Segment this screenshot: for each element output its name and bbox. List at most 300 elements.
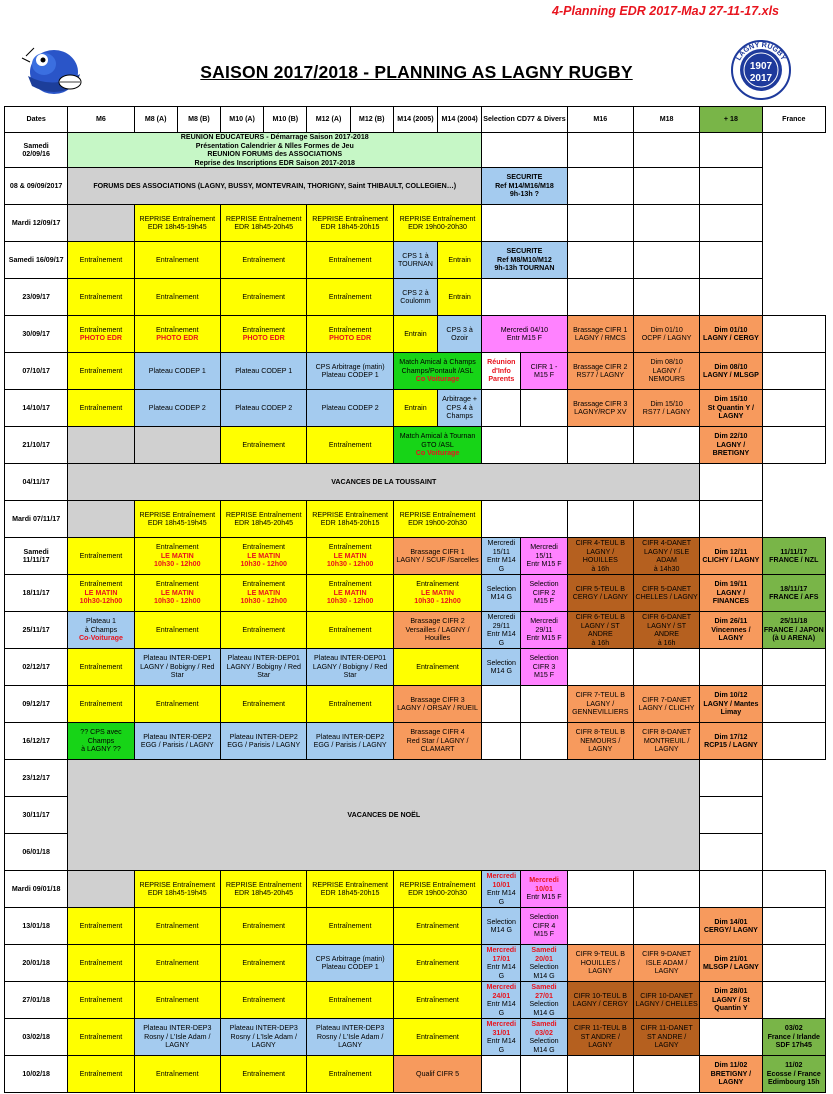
planning-cell: Entraînement PHOTO EDR — [134, 316, 220, 353]
date-cell: 27/01/18 — [5, 982, 68, 1019]
planning-cell — [700, 205, 762, 242]
file-name: 4-Planning EDR 2017-MaJ 27-11-17.xls — [552, 4, 779, 18]
planning-cell: Entraînement — [68, 538, 134, 575]
planning-cell: 03/02 France / Irlande SDF 17h45 — [762, 1019, 825, 1056]
table-row — [5, 908, 826, 945]
planning-cell: CIFR 6-DANET LAGNY / ST ANDRE à 16h — [633, 612, 699, 649]
planning-cell — [567, 501, 633, 538]
planning-cell — [567, 242, 633, 279]
planning-cell: CIFR 7-TEUL B LAGNY / GENNEVILLIERS — [567, 686, 633, 723]
table-row — [5, 612, 826, 649]
planning-cell — [762, 945, 825, 982]
table-row — [5, 427, 826, 464]
planning-cell: Entraînement — [68, 242, 134, 279]
table-row — [5, 242, 826, 279]
planning-cell: Dim 10/12 LAGNY / Mantes Limay — [700, 686, 762, 723]
planning-table — [4, 106, 826, 1093]
date-cell: 08 & 09/09/2017 — [5, 168, 68, 205]
planning-cell — [521, 1056, 567, 1093]
svg-text:2017: 2017 — [749, 73, 773, 84]
planning-cell: Match Amical à Tournan GTO /ASL Co Voiturage — [393, 427, 481, 464]
planning-cell: REPRISE Entraînement EDR 18h45-20h15 — [307, 501, 393, 538]
planning-cell: Dim 12/11 CLICHY / LAGNY — [700, 538, 762, 575]
table-row — [5, 279, 826, 316]
planning-cell: Selection M14 G — [482, 908, 521, 945]
planning-cell — [68, 871, 134, 908]
planning-cell — [482, 427, 567, 464]
planning-cell: REPRISE Entraînement EDR 18h45-19h45 — [134, 205, 220, 242]
planning-cell: Brassage CIFR 2 RS77 / LAGNY — [567, 353, 633, 390]
planning-cell: Entraînement — [221, 945, 307, 982]
planning-cell: REPRISE Entraînement EDR 19h00-20h30 — [393, 205, 481, 242]
planning-cell — [68, 205, 134, 242]
planning-cell: 18/11/17 FRANCE / AFS — [762, 575, 825, 612]
planning-cell: Plateau CODEP 2 — [221, 390, 307, 427]
planning-cell: 11/02 Ecosse / France Edimbourg 15h — [762, 1056, 825, 1093]
planning-cell: Entraînement — [307, 427, 393, 464]
planning-cell: CIFR 9-DANET ISLE ADAM / LAGNY — [633, 945, 699, 982]
planning-cell — [633, 649, 699, 686]
date-cell: 30/11/17 — [5, 797, 68, 834]
planning-cell: Entraînement — [307, 1056, 393, 1093]
planning-cell: FORUMS DES ASSOCIATIONS (LAGNY, BUSSY, MONTEVRAIN, THORIGNY, Saint THIBAULT, COLLEGIEN…) — [68, 168, 482, 205]
planning-cell — [521, 686, 567, 723]
planning-cell: CIFR 1 - M15 F — [521, 353, 567, 390]
planning-cell: SECURITE Ref M14/M16/M18 9h-13h ? — [482, 168, 567, 205]
planning-cell: REPRISE Entraînement EDR 18h45-20h45 — [221, 501, 307, 538]
table-row — [5, 353, 826, 390]
planning-cell: Brassage CIFR 1 LAGNY / RMCS — [567, 316, 633, 353]
planning-cell: Entraînement — [307, 686, 393, 723]
planning-cell: Dim 26/11 Vincennes / LAGNY — [700, 612, 762, 649]
table-row — [5, 538, 826, 575]
planning-cell — [633, 168, 699, 205]
planning-cell — [567, 168, 633, 205]
date-cell: 13/01/18 — [5, 908, 68, 945]
planning-cell — [633, 133, 699, 168]
date-cell: 23/09/17 — [5, 279, 68, 316]
planning-cell: Dim 17/12 RCP15 / LAGNY — [700, 723, 762, 760]
planning-cell — [482, 279, 567, 316]
table-row — [5, 501, 826, 538]
column-header: M10 (B) — [264, 107, 307, 133]
planning-cell: Dim 22/10 LAGNY / BRETIGNY — [700, 427, 762, 464]
planning-cell — [633, 1056, 699, 1093]
planning-cell: Entraînement LE MATIN 10h30 - 12h00 — [393, 575, 481, 612]
planning-cell: Entraînement — [134, 612, 220, 649]
planning-cell: Entraînement — [68, 390, 134, 427]
planning-cell: Entraînement — [393, 908, 481, 945]
planning-cell: Selection M14 G — [482, 649, 521, 686]
planning-cell — [700, 242, 762, 279]
date-cell: 14/10/17 — [5, 390, 68, 427]
planning-cell — [633, 427, 699, 464]
date-cell: Samedi 02/09/16 — [5, 133, 68, 168]
planning-cell: Plateau CODEP 1 — [221, 353, 307, 390]
planning-cell: Entraînement PHOTO EDR — [307, 316, 393, 353]
planning-cell: CIFR 10-DANET LAGNY / CHELLES — [633, 982, 699, 1019]
planning-cell: Entraînement — [68, 353, 134, 390]
planning-cell: Mercredi 10/01 Entr M14 G — [482, 871, 521, 908]
column-header: Selection CD77 & Divers — [482, 107, 567, 133]
planning-cell: Dim 01/10 LAGNY / CERGY — [700, 316, 762, 353]
column-header: M10 (A) — [221, 107, 264, 133]
planning-cell: Plateau CODEP 1 — [134, 353, 220, 390]
planning-cell: CIFR 8-TEUL B NEMOURS / LAGNY — [567, 723, 633, 760]
planning-cell — [482, 723, 521, 760]
planning-cell: Entraînement — [68, 649, 134, 686]
planning-cell — [482, 1056, 521, 1093]
planning-cell: CIFR 9-TEUL B HOUILLES / LAGNY — [567, 945, 633, 982]
header-row — [5, 107, 826, 133]
planning-cell: Brassage CIFR 3 LAGNY/RCP XV — [567, 390, 633, 427]
planning-cell: Plateau 1 à Champs Co-Voiturage — [68, 612, 134, 649]
date-cell: 06/01/18 — [5, 834, 68, 871]
planning-cell: Brassage CIFR 4 Red Star / LAGNY / CLAMART — [393, 723, 481, 760]
table-row — [5, 649, 826, 686]
table-row — [5, 390, 826, 427]
planning-cell — [134, 427, 220, 464]
column-header: Dates — [5, 107, 68, 133]
planning-cell: Entraînement LE MATIN 10h30 - 12h00 — [221, 575, 307, 612]
planning-cell: Entraînement — [393, 649, 481, 686]
planning-cell — [762, 982, 825, 1019]
planning-cell: Entraînement — [221, 908, 307, 945]
table-row — [5, 723, 826, 760]
planning-cell — [700, 871, 762, 908]
date-cell: 04/11/17 — [5, 464, 68, 501]
planning-cell: Mercredi 31/01 Entr M14 G — [482, 1019, 521, 1056]
planning-cell — [567, 427, 633, 464]
planning-cell: Entraînement — [307, 279, 393, 316]
date-cell: Mardi 07/11/17 — [5, 501, 68, 538]
column-header: M14 (2005) — [393, 107, 437, 133]
table-row — [5, 133, 826, 168]
planning-cell: Entraînement — [307, 612, 393, 649]
column-header: + 18 — [700, 107, 762, 133]
planning-cell: Dim 08/10 LAGNY / NEMOURS — [633, 353, 699, 390]
planning-cell: Entraînement — [134, 945, 220, 982]
planning-cell: Mercredi 10/01 Entr M15 F — [521, 871, 567, 908]
planning-cell: Dim 28/01 LAGNY / St Quantin Y — [700, 982, 762, 1019]
table-row — [5, 686, 826, 723]
planning-cell: REPRISE Entraînement EDR 19h00-20h30 — [393, 871, 481, 908]
date-cell: 30/09/17 — [5, 316, 68, 353]
planning-cell: CPS Arbitrage (matin) Plateau CODEP 1 — [307, 353, 393, 390]
planning-cell: Plateau INTER-DEP3 Rosny / L'Isle Adam / LAGNY — [221, 1019, 307, 1056]
planning-cell: Entrain — [393, 390, 437, 427]
page-title: SAISON 2017/2018 - PLANNING AS LAGNY RUGBY — [200, 62, 633, 82]
planning-cell: CPS 3 à Ozoir — [438, 316, 482, 353]
planning-cell: REPRISE Entraînement EDR 18h45-19h45 — [134, 501, 220, 538]
planning-cell: CIFR 6-TEUL B LAGNY / ST ANDRE à 16h — [567, 612, 633, 649]
svg-text:LAGNY RUGBY: LAGNY RUGBY — [733, 40, 789, 62]
planning-cell: Entraînement — [221, 427, 307, 464]
planning-cell: Dim 15/10 St Quantin Y / LAGNY — [700, 390, 762, 427]
planning-cell: Match Amical à Champs Champs/Pontault /ASL Co Voiturage — [393, 353, 481, 390]
planning-cell: Entraînement — [68, 686, 134, 723]
planning-cell: Entraînement — [68, 1019, 134, 1056]
planning-cell — [567, 205, 633, 242]
planning-cell: Selection CIFR 4 M15 F — [521, 908, 567, 945]
date-cell: Mardi 12/09/17 — [5, 205, 68, 242]
planning-cell: Selection CIFR 2 M15 F — [521, 575, 567, 612]
planning-cell — [700, 168, 762, 205]
planning-cell — [762, 871, 825, 908]
planning-cell: 25/11/18 FRANCE / JAPON (à U ARENA) — [762, 612, 825, 649]
planning-cell: Dim 01/10 OCPF / LAGNY — [633, 316, 699, 353]
column-header: M16 — [567, 107, 633, 133]
planning-cell — [700, 464, 762, 501]
planning-cell: CPS 2 à Coulomm — [393, 279, 437, 316]
planning-cell: Entraînement — [221, 612, 307, 649]
planning-cell: Dim 14/01 CERGY/ LAGNY — [700, 908, 762, 945]
planning-cell: CPS 1 à TOURNAN — [393, 242, 437, 279]
table-row — [5, 316, 826, 353]
planning-cell — [482, 686, 521, 723]
table-row — [5, 982, 826, 1019]
date-cell: Mardi 09/01/18 — [5, 871, 68, 908]
planning-cell: CIFR 4-DANET LAGNY / ISLE ADAM à 14h30 — [633, 538, 699, 575]
table-row — [5, 945, 826, 982]
planning-cell: Selection M14 G — [482, 575, 521, 612]
planning-cell: REPRISE Entraînement EDR 19h00-20h30 — [393, 501, 481, 538]
planning-cell: Entraînement — [393, 945, 481, 982]
column-header: M12 (A) — [307, 107, 350, 133]
planning-cell — [762, 316, 825, 353]
planning-cell: Entraînement — [68, 1056, 134, 1093]
planning-cell — [68, 427, 134, 464]
planning-cell: Mercredi 29/11 Entr M15 F — [521, 612, 567, 649]
planning-cell — [700, 760, 762, 797]
planning-cell: Entraînement — [68, 279, 134, 316]
date-cell: 21/10/17 — [5, 427, 68, 464]
planning-cell: Entraînement — [307, 982, 393, 1019]
planning-cell — [700, 279, 762, 316]
planning-cell — [762, 427, 825, 464]
column-header: M18 — [633, 107, 699, 133]
date-cell: 03/02/18 — [5, 1019, 68, 1056]
planning-cell: Entraînement — [134, 686, 220, 723]
planning-cell: Mercredi 15/11 Entr M15 F — [521, 538, 567, 575]
table-row — [5, 760, 826, 797]
column-header: M6 — [68, 107, 134, 133]
table-row — [5, 205, 826, 242]
planning-cell: Dim 21/01 MLSGP / LAGNY — [700, 945, 762, 982]
planning-cell — [633, 501, 699, 538]
planning-cell: 11/11/17 FRANCE / NZL — [762, 538, 825, 575]
date-cell: 09/12/17 — [5, 686, 68, 723]
planning-cell: Samedi 03/02 Selection M14 G — [521, 1019, 567, 1056]
date-cell: 25/11/17 — [5, 612, 68, 649]
column-header: M8 (A) — [134, 107, 177, 133]
planning-cell: Entraînement — [134, 1056, 220, 1093]
planning-cell: Entraînement — [68, 982, 134, 1019]
date-cell: 23/12/17 — [5, 760, 68, 797]
planning-cell: Plateau INTER-DEP2 EGG / Parisis / LAGNY — [134, 723, 220, 760]
planning-cell — [762, 723, 825, 760]
table-row — [5, 871, 826, 908]
planning-cell: CIFR 10-TEUL B LAGNY / CERGY — [567, 982, 633, 1019]
planning-cell: Entraînement PHOTO EDR — [68, 316, 134, 353]
planning-cell: Plateau INTER-DEP01 LAGNY / Bobigny / Red Star — [221, 649, 307, 686]
club-logo — [731, 40, 791, 100]
planning-cell: Entraînement — [134, 242, 220, 279]
planning-cell: Entraînement — [307, 908, 393, 945]
table-row — [5, 1056, 826, 1093]
planning-cell — [68, 501, 134, 538]
planning-cell: Entraînement LE MATIN 10h30-12h00 — [68, 575, 134, 612]
planning-cell: Entrain — [438, 279, 482, 316]
column-header: M8 (B) — [177, 107, 220, 133]
planning-cell: Mercredi 29/11 Entr M14 G — [482, 612, 521, 649]
planning-cell: VACANCES DE LA TOUSSAINT — [68, 464, 700, 501]
planning-cell — [482, 501, 567, 538]
date-cell: 20/01/18 — [5, 945, 68, 982]
planning-cell: REPRISE Entraînement EDR 18h45-19h45 — [134, 871, 220, 908]
planning-cell — [567, 279, 633, 316]
table-row — [5, 168, 826, 205]
planning-cell — [633, 205, 699, 242]
planning-cell: CIFR 5-DANET CHELLES / LAGNY — [633, 575, 699, 612]
planning-cell: Plateau INTER-DEP3 Rosny / L'Isle Adam / LAGNY — [134, 1019, 220, 1056]
planning-cell — [762, 390, 825, 427]
date-cell: Samedi 16/09/17 — [5, 242, 68, 279]
planning-cell: Mercredi 24/01 Entr M14 G — [482, 982, 521, 1019]
planning-cell: Samedi 20/01 Selection M14 G — [521, 945, 567, 982]
planning-cell: Dim 15/10 RS77 / LAGNY — [633, 390, 699, 427]
date-cell: 16/12/17 — [5, 723, 68, 760]
table-body — [5, 133, 826, 1093]
planning-cell: Selection CIFR 3 M15 F — [521, 649, 567, 686]
planning-cell: Mercredi 15/11 Entr M14 G — [482, 538, 521, 575]
planning-cell — [482, 133, 567, 168]
planning-cell: REPRISE Entraînement EDR 18h45-20h45 — [221, 205, 307, 242]
planning-cell: Entraînement LE MATIN 10h30 - 12h00 — [307, 538, 393, 575]
planning-cell — [700, 834, 762, 871]
planning-cell: ?? CPS avec Champs à LAGNY ?? — [68, 723, 134, 760]
planning-cell: Brassage CIFR 1 LAGNY / SCUF /Sarcelles — [393, 538, 481, 575]
planning-cell — [521, 390, 567, 427]
planning-cell: Entraînement — [134, 982, 220, 1019]
planning-cell — [762, 908, 825, 945]
planning-cell: Entraînement LE MATIN 10h30 - 12h00 — [307, 575, 393, 612]
date-cell: 10/02/18 — [5, 1056, 68, 1093]
planning-cell — [482, 205, 567, 242]
planning-cell: Entraînement LE MATIN 10h30 - 12h00 — [134, 575, 220, 612]
planning-cell — [762, 686, 825, 723]
planning-cell: Plateau INTER-DEP1 LAGNY / Bobigny / Red Star — [134, 649, 220, 686]
planning-cell: CIFR 11-DANET ST ANDRE / LAGNY — [633, 1019, 699, 1056]
planning-cell: Plateau INTER-DEP2 EGG / Parisis / LAGNY — [221, 723, 307, 760]
planning-cell — [633, 908, 699, 945]
table-row — [5, 1019, 826, 1056]
planning-cell: CIFR 8-DANET MONTREUIL / LAGNY — [633, 723, 699, 760]
planning-cell: VACANCES DE NOËL — [68, 760, 700, 871]
planning-cell: Mercredi 17/01 Entr M14 G — [482, 945, 521, 982]
table-row — [5, 575, 826, 612]
planning-cell: REPRISE Entraînement EDR 18h45-20h15 — [307, 205, 393, 242]
planning-cell: Entraînement — [393, 982, 481, 1019]
planning-cell — [633, 242, 699, 279]
planning-cell: REPRISE Entraînement EDR 18h45-20h15 — [307, 871, 393, 908]
planning-cell — [700, 133, 762, 168]
date-cell: 18/11/17 — [5, 575, 68, 612]
planning-cell: Entrain — [393, 316, 437, 353]
planning-cell: Entraînement — [221, 686, 307, 723]
planning-cell: Réunion d'Info Parents — [482, 353, 521, 390]
planning-cell: REPRISE Entraînement EDR 18h45-20h45 — [221, 871, 307, 908]
planning-cell: Plateau CODEP 2 — [134, 390, 220, 427]
planning-cell: Entraînement — [68, 945, 134, 982]
planning-cell: Entraînement — [221, 279, 307, 316]
date-cell: 07/10/17 — [5, 353, 68, 390]
planning-cell — [567, 1056, 633, 1093]
column-header: M12 (B) — [350, 107, 393, 133]
planning-cell — [633, 279, 699, 316]
planning-cell — [700, 649, 762, 686]
planning-cell: CIFR 4-TEUL B LAGNY / HOUILLES à 16h — [567, 538, 633, 575]
planning-cell — [762, 649, 825, 686]
planning-cell: Plateau CODEP 2 — [307, 390, 393, 427]
planning-cell: Plateau INTER-DEP01 LAGNY / Bobigny / Red Star — [307, 649, 393, 686]
planning-cell: Entraînement PHOTO EDR — [221, 316, 307, 353]
planning-cell: Plateau INTER-DEP2 EGG / Parisis / LAGNY — [307, 723, 393, 760]
date-cell: 02/12/17 — [5, 649, 68, 686]
date-cell: Samedi 11/11/17 — [5, 538, 68, 575]
planning-cell: Plateau INTER-DEP3 Rosny / L'Isle Adam / LAGNY — [307, 1019, 393, 1056]
planning-cell — [567, 871, 633, 908]
planning-cell: Entraînement — [307, 242, 393, 279]
planning-cell: Entraînement — [221, 242, 307, 279]
planning-cell: Entraînement LE MATIN 10h30 - 12h00 — [221, 538, 307, 575]
planning-cell: Entraînement — [221, 982, 307, 1019]
planning-cell — [762, 353, 825, 390]
planning-cell: CPS Arbitrage (matin) Plateau CODEP 1 — [307, 945, 393, 982]
table-row — [5, 464, 826, 501]
planning-cell: Mercredi 04/10 Entr M15 F — [482, 316, 567, 353]
planning-cell: Entraînement — [393, 1019, 481, 1056]
planning-cell: Entraînement — [134, 279, 220, 316]
planning-cell — [700, 501, 762, 538]
planning-cell: CIFR 5-TEUL B CERGY / LAGNY — [567, 575, 633, 612]
svg-text:1907: 1907 — [749, 61, 773, 72]
planning-cell: Dim 19/11 LAGNY / FINANCES — [700, 575, 762, 612]
planning-cell: CIFR 11-TEUL B ST ANDRE / LAGNY — [567, 1019, 633, 1056]
planning-cell — [700, 1019, 762, 1056]
column-header: M14 (2004) — [438, 107, 482, 133]
planning-cell — [567, 133, 633, 168]
planning-cell — [567, 908, 633, 945]
planning-cell: Entraînement — [134, 908, 220, 945]
planning-cell: Arbitrage + CPS 4 à Champs — [438, 390, 482, 427]
planning-cell: Qualif CIFR 5 — [393, 1056, 481, 1093]
planning-cell: Dim 11/02 BRETIGNY / LAGNY — [700, 1056, 762, 1093]
planning-cell: Entraînement — [221, 1056, 307, 1093]
planning-cell — [482, 390, 521, 427]
planning-cell — [521, 723, 567, 760]
planning-cell: Brassage CIFR 3 LAGNY / ORSAY / RUEIL — [393, 686, 481, 723]
planning-cell — [700, 797, 762, 834]
planning-cell: SECURITE Ref M8/M10/M12 9h-13h TOURNAN — [482, 242, 567, 279]
planning-cell: Entraînement LE MATIN 10h30 - 12h00 — [134, 538, 220, 575]
column-header: France — [762, 107, 825, 133]
planning-cell — [633, 871, 699, 908]
planning-cell: Dim 08/10 LAGNY / MLSGP — [700, 353, 762, 390]
planning-cell: Brassage CIFR 2 Versailles / LAGNY / Houilles — [393, 612, 481, 649]
planning-cell: CIFR 7-DANET LAGNY / CLICHY — [633, 686, 699, 723]
planning-cell: Samedi 27/01 Selection M14 G — [521, 982, 567, 1019]
